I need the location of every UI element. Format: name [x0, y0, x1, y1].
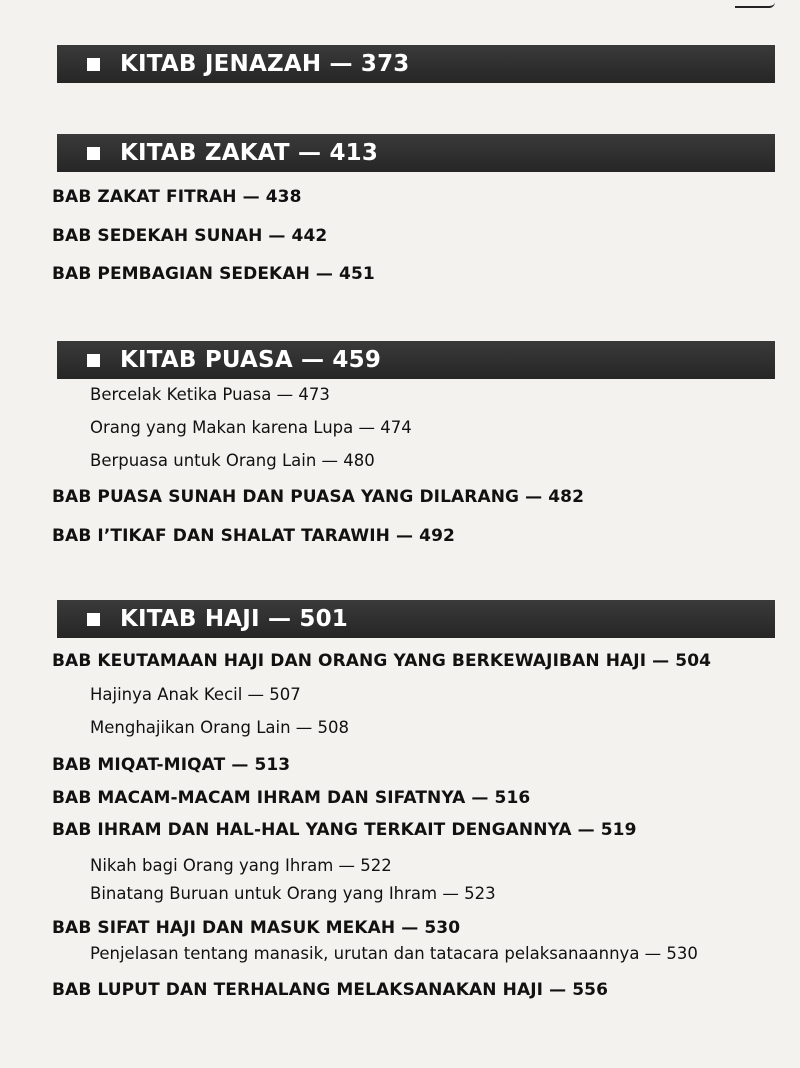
- section-title: KITAB JENAZAH — 373: [120, 51, 410, 77]
- toc-entry-bab: BAB LUPUT DAN TERHALANG MELAKSANAKAN HAJI — 556: [52, 980, 608, 1000]
- section-header-zakat: [57, 134, 775, 172]
- toc-entry-bab: BAB MIQAT-MIQAT — 513: [52, 755, 291, 775]
- section-header-jenazah: [57, 45, 775, 83]
- toc-entry-sub: Penjelasan tentang manasik, urutan dan tatacara pelaksanaannya — 530: [90, 944, 698, 963]
- toc-entry-bab: BAB IHRAM DAN HAL-HAL YANG TERKAIT DENGANNYA — 519: [52, 820, 637, 840]
- toc-entry-sub: Menghajikan Orang Lain — 508: [90, 718, 350, 737]
- toc-entry-bab: BAB SIFAT HAJI DAN MASUK MEKAH — 530: [52, 918, 461, 938]
- toc-entry-bab: BAB PEMBAGIAN SEDEKAH — 451: [52, 264, 375, 284]
- toc-entry-sub: Hajinya Anak Kecil — 507: [90, 685, 301, 704]
- toc-entry-sub: Orang yang Makan karena Lupa — 474: [90, 418, 412, 437]
- section-header-haji: [57, 600, 775, 638]
- section-header-puasa: [57, 341, 775, 379]
- toc-entry-bab: BAB SEDEKAH SUNAH — 442: [52, 226, 328, 246]
- section-title: KITAB PUASA — 459: [120, 347, 382, 373]
- square-bullet-icon: [87, 354, 100, 367]
- toc-entry-sub: Berpuasa untuk Orang Lain — 480: [90, 451, 375, 470]
- toc-entry-bab: BAB PUASA SUNAH DAN PUASA YANG DILARANG — 482: [52, 487, 585, 507]
- toc-entry-bab: BAB ZAKAT FITRAH — 438: [52, 187, 302, 207]
- toc-entry-bab: BAB I’TIKAF DAN SHALAT TARAWIH — 492: [52, 526, 455, 546]
- square-bullet-icon: [87, 58, 100, 71]
- square-bullet-icon: [87, 147, 100, 160]
- page-corner-mark: [735, 0, 775, 8]
- toc-entry-bab: BAB MACAM-MACAM IHRAM DAN SIFATNYA — 516: [52, 788, 531, 808]
- toc-entry-sub: Nikah bagi Orang yang Ihram — 522: [90, 856, 392, 875]
- section-title: KITAB HAJI — 501: [120, 606, 349, 632]
- toc-entry-sub: Bercelak Ketika Puasa — 473: [90, 385, 330, 404]
- section-title: KITAB ZAKAT — 413: [120, 140, 379, 166]
- square-bullet-icon: [87, 613, 100, 626]
- toc-entry-sub: Binatang Buruan untuk Orang yang Ihram — 523: [90, 884, 496, 903]
- toc-entry-bab: BAB KEUTAMAAN HAJI DAN ORANG YANG BERKEWAJIBAN HAJI — 504: [52, 651, 712, 671]
